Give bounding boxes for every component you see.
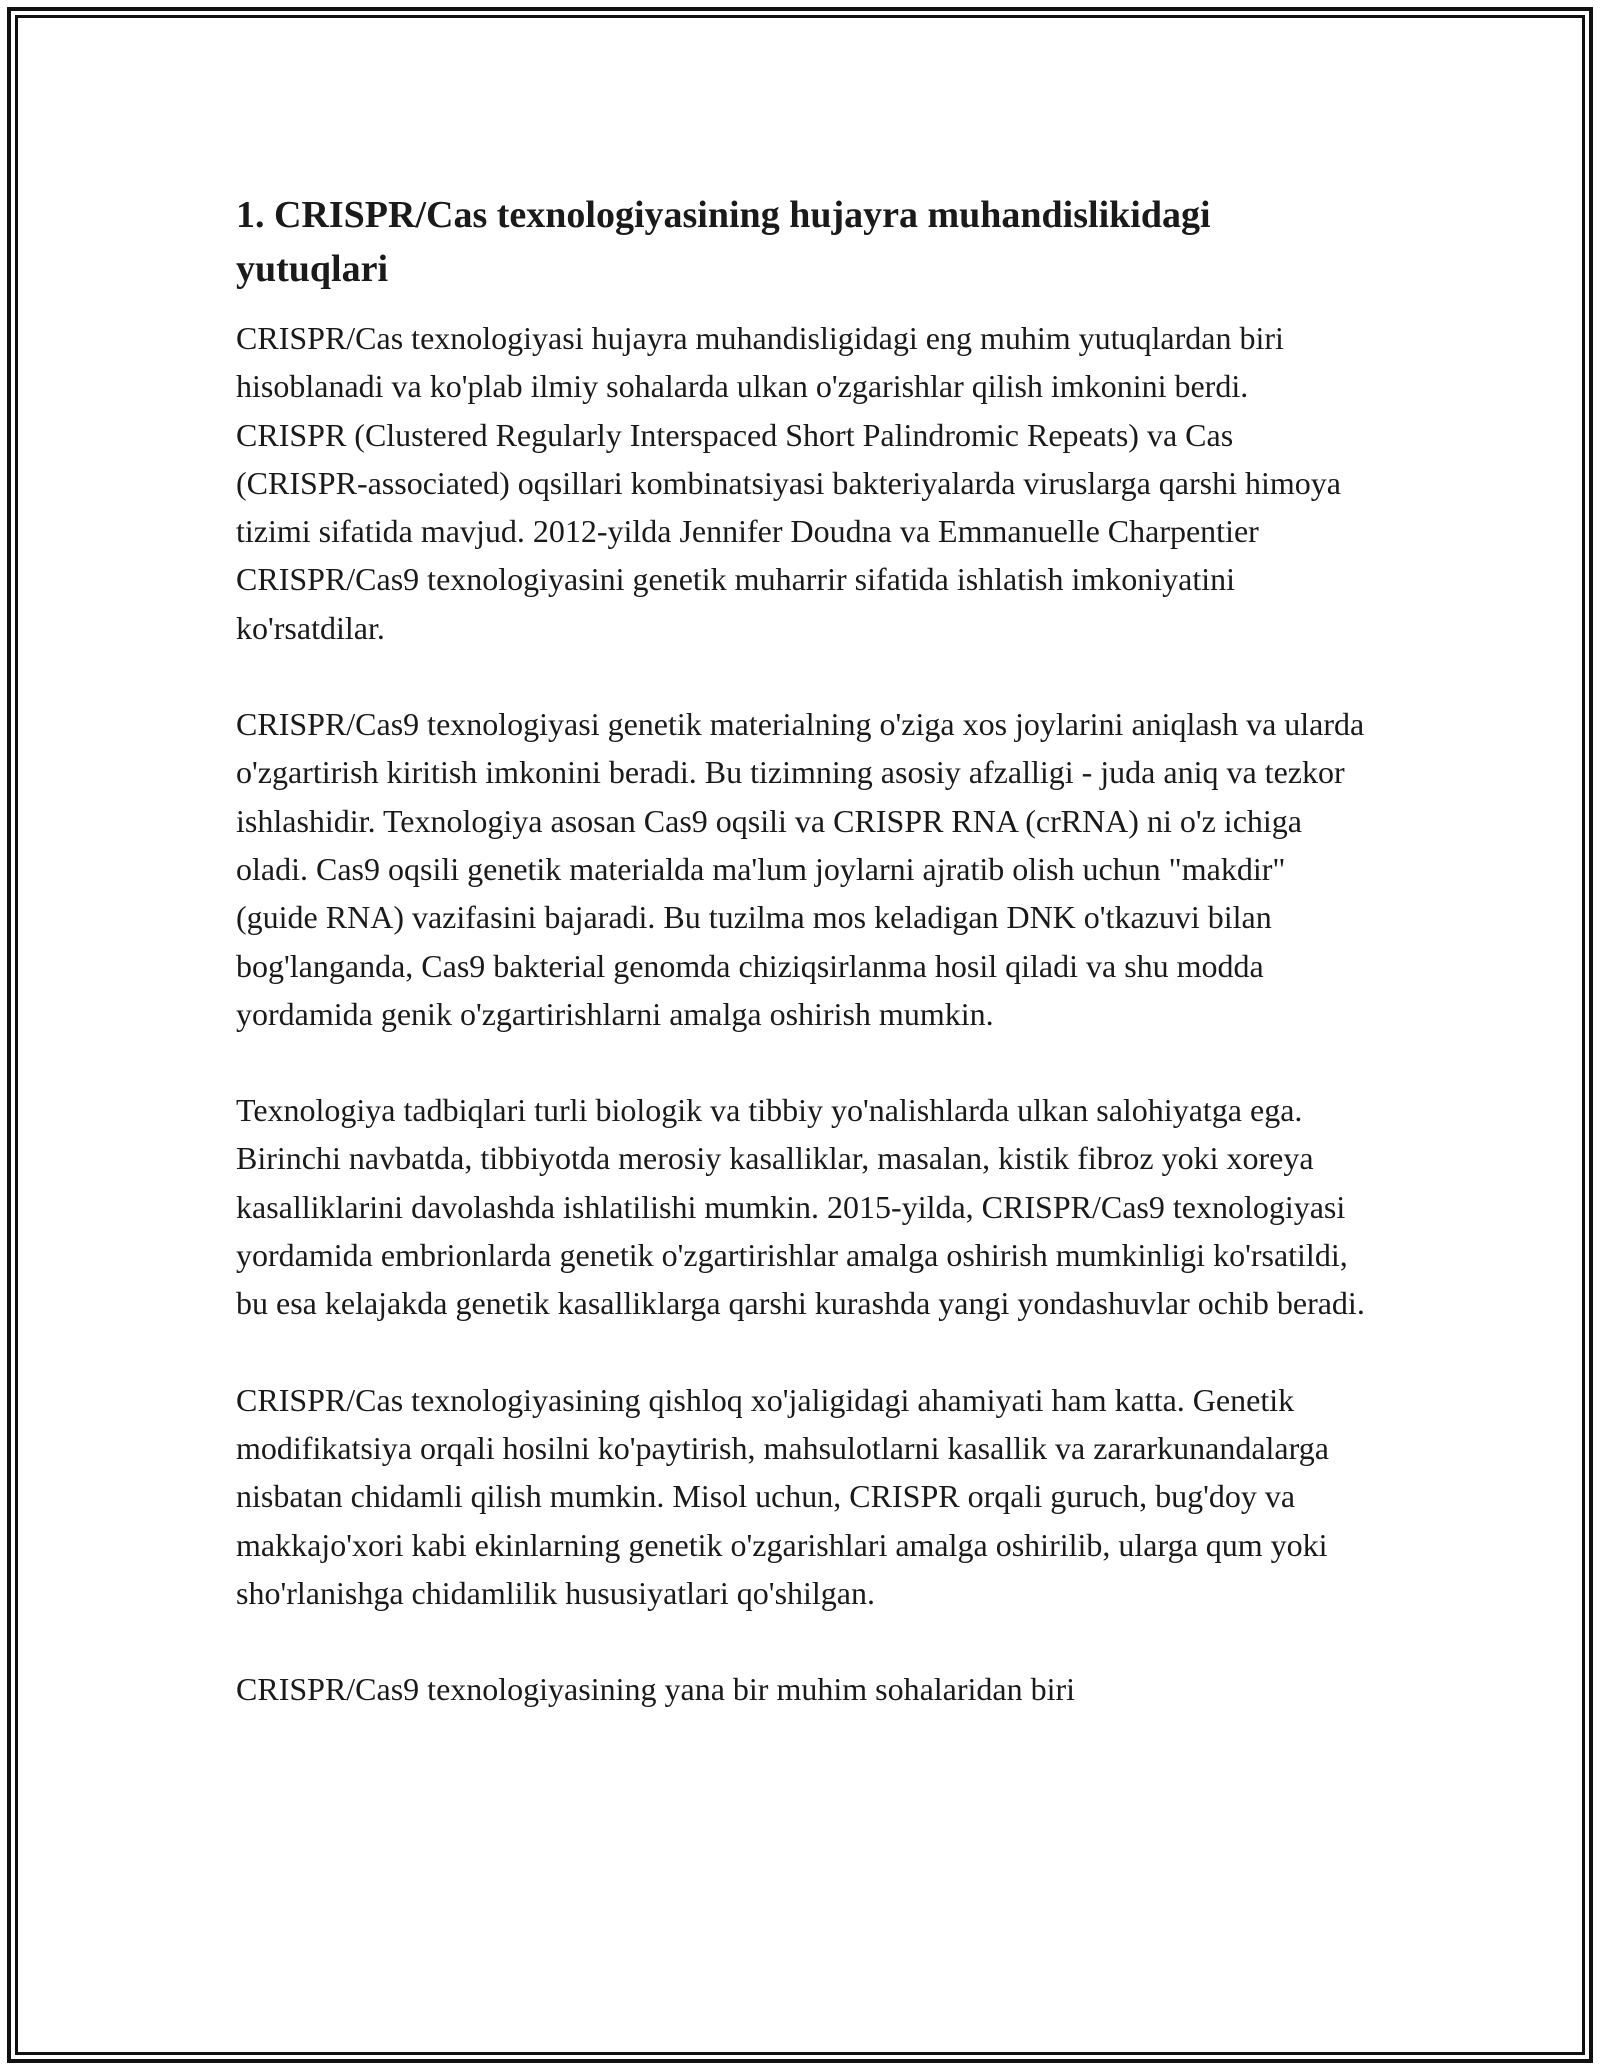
paragraph-4: CRISPR/Cas texnologiyasining qishloq xo'jaligidagi ahamiyati ham katta. Genetik modifikatsiya orqali hosilni ko'paytirish, mahsulotlarni kasallik va zararkunandalarga nisbatan chidamli qilish mumkin. Misol uchun, CRISPR orqali guruch, bug'doy va makkajo'xori kabi ekinlarning genetik o'zgarishlari amalga oshirilib, ularga qum yoki sho'rlanishga chidamlilik hususiyatlari qo'shilgan. bbox=[236, 1381, 1329, 1611]
paragraph-5: CRISPR/Cas9 texnologiyasining yana bir muhim sohalaridan biri bbox=[236, 1671, 1076, 1708]
paragraph-2: CRISPR/Cas9 texnologiyasi genetik materialning o'ziga xos joylarini aniqlash va ularda o'zgartirish kiritish imkonini beradi. Bu tizimning asosiy afzalligi - juda aniq va tezkor ishlashidir. Texnologiya asosan Cas9 oqsili va CRISPR RNA (crRNA) ni o'z ichiga oladi. Cas9 oqsili genetik materialda ma'lum joylarni ajratib olish uchun "makdir" (guide RNA) vazifasini bajaradi. Bu tuzilma mos keladigan DNK o'tkazuvi bilan bog'langanda, Cas9 bakterial genomda chiziqsirlanma hosil qiladi va shu modda yordamida genik o'zgartirishlarni amalga oshirish mumkin. bbox=[236, 706, 1365, 1032]
paragraph-3: Texnologiya tadbiqlari turli biologik va tibbiy yo'nalishlarda ulkan salohiyatga ega. Birinchi navbatda, tibbiyotda merosiy kasalliklar, masalan, kistik fibroz yoki xoreya kasalliklarini davolashda ishlatilishi mumkin. 2015-yilda, CRISPR/Cas9 texnologiyasi yordamida embrionlarda genetik o'zgartirishlar amalga oshirish mumkinligi ko'rsatildi, bu esa kelajakda genetik kasalliklarga qarshi kurashda yangi yondashuvlar ochib beradi. bbox=[236, 1092, 1365, 1322]
section-heading: 1. CRISPR/Cas texnologiyasining hujayra muhandislikidagi yutuqlari bbox=[236, 194, 1211, 290]
paragraph-1: CRISPR/Cas texnologiyasi hujayra muhandisligidagi eng muhim yutuqlardan biri hisoblanadi va ko'plab ilmiy sohalarda ulkan o'zgarishlar qilish imkonini berdi. CRISPR (Clustered Regularly Interspaced Short Palindromic Repeats) va Cas (CRISPR-associated) oqsillari kombinatsiyasi bakteriyalarda viruslarga qarshi himoya tizimi sifatida mavjud. 2012-yilda Jennifer Doudna va Emmanuelle Charpentier CRISPR/Cas9 texnologiyasini genetik muharrir sifatida ishlatish imkoniyatini ko'rsatdilar. bbox=[236, 320, 1341, 646]
document-body bbox=[236, 188, 1366, 1761]
